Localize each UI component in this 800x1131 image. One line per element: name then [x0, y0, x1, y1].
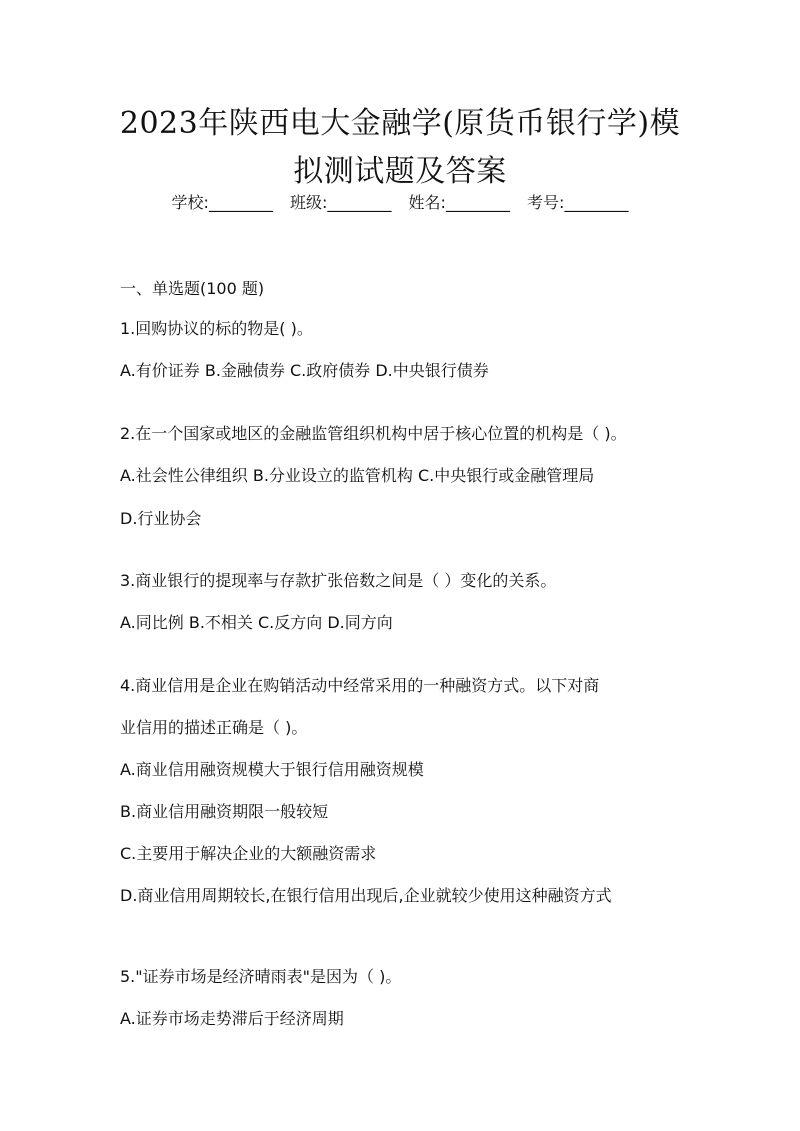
- class-field: 班级:________: [290, 193, 392, 212]
- document-title-line1: 2023年陕西电大金融学(原货币银行学)模: [119, 106, 681, 141]
- question-4-option-b: B.商业信用融资期限一般较短: [120, 802, 329, 821]
- school-field: 学校:________: [171, 193, 273, 212]
- question-2: 2.在一个国家或地区的金融监管组织机构中居于核心位置的机构是（ )。: [120, 424, 627, 443]
- question-2-options: A.社会性公律组织 B.分业设立的监管机构 C.中央银行或金融管理局: [120, 466, 595, 485]
- question-3-options: A.同比例 B.不相关 C.反方向 D.同方向: [120, 613, 393, 632]
- name-field: 姓名:________: [408, 193, 510, 212]
- question-4-option-c: C.主要用于解决企业的大额融资需求: [120, 844, 377, 863]
- document-title-line2: 拟测试题及答案: [293, 154, 507, 189]
- question-5: 5."证券市场是经济晴雨表"是因为（ )。: [120, 967, 402, 986]
- question-1-options: A.有价证券 B.金融债券 C.政府债券 D.中央银行债券: [120, 361, 489, 380]
- exam-number-field: 考号:________: [527, 193, 629, 212]
- question-3: 3.商业银行的提现率与存款扩张倍数之间是（ ）变化的关系。: [120, 571, 557, 590]
- question-2-option-d: D.行业协会: [120, 509, 202, 528]
- question-1: 1.回购协议的标的物是( )。: [120, 319, 313, 338]
- question-4-option-d: D.商业信用周期较长,在银行信用出现后,企业就较少使用这种融资方式: [120, 886, 612, 905]
- question-4-option-a: A.商业信用融资规模大于银行信用融资规模: [120, 760, 424, 779]
- question-5-option-a: A.证券市场走势滞后于经济周期: [120, 1009, 344, 1028]
- section-title: 一、单选题(100 题): [120, 279, 265, 298]
- question-4-line2: 业信用的描述正确是（ )。: [120, 718, 308, 737]
- question-4-line1: 4.商业信用是企业在购销活动中经常采用的一种融资方式。以下对商: [120, 676, 600, 695]
- student-info-line: [0, 190, 800, 213]
